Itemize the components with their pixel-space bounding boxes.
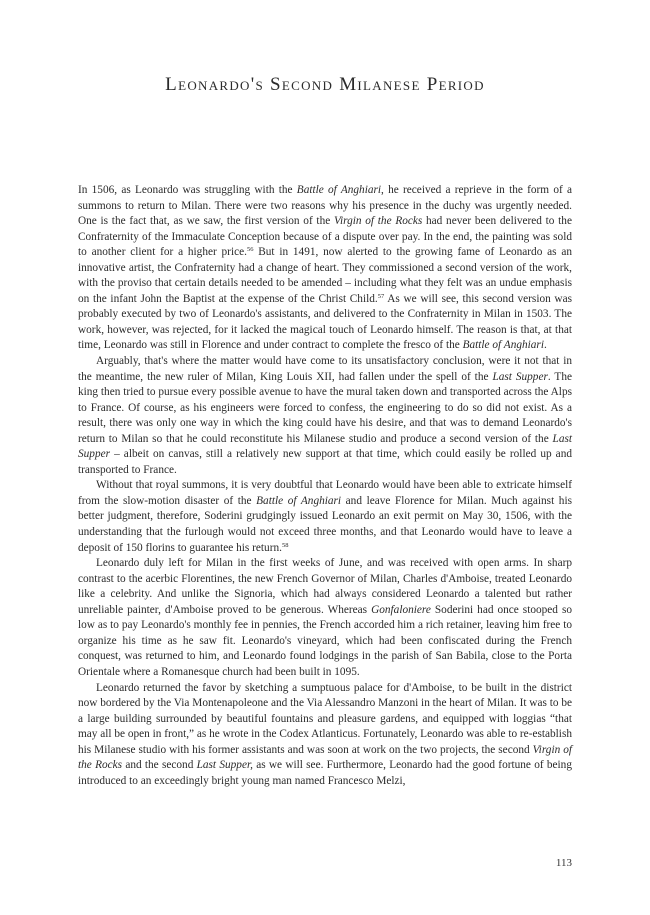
italic-title: Virgin of the Rocks	[78, 743, 572, 772]
text-run: as we will see. Furthermore, Leonardo had the good fortune of being introduced to an exceedingly bright young man named Francesco Melzi,	[78, 759, 572, 787]
italic-title: Battle of Anghiari	[462, 339, 544, 352]
text-run: Leonardo returned the favor by sketching a sumptuous palace for d'Amboise, to be built in the district now bordered by the Via Montenapoleone and the Via Alessandro Manzoni in the heart of Milan. It was to be a large building surrounded by beautiful fountains and pleasure gardens, and equipped with loggias “that may all be open in front,” as he wrote in the Codex Atlanticus. Fortunately, Leonardo was able to re-establish his Milanese studio with his former assistants and was soon at work on the two projects, the second	[78, 681, 572, 756]
paragraph-5	[78, 681, 572, 790]
italic-title: Virgin of the Rocks	[333, 215, 423, 228]
italic-title: Last Supper,	[196, 759, 253, 772]
italic-title: Last Supper	[492, 370, 548, 383]
text-run: Arguably, that's where the matter would have come to its unsatisfactory conclusion, were it not that in the meantime, the new ruler of Milan, King Louis XII, had fallen under the spell of the	[78, 355, 572, 383]
footnote-ref: 57	[377, 292, 385, 300]
page-number: 113	[555, 857, 572, 869]
italic-title: Battle of Anghiari	[296, 184, 382, 196]
text-run: , he received a reprieve in the form of a summons to return to Milan. There were two reasons why his presence in the duchy was urgently needed. One is the fact that, as we saw, the first version of the	[78, 184, 572, 228]
text-run: .	[543, 339, 547, 352]
paragraph-4	[78, 556, 572, 680]
paragraph-3	[78, 478, 572, 556]
footnote-ref: 56	[246, 246, 254, 254]
text-run: Soderini had once stooped so low as to pay Leonardo's monthly fee in pennies, the French accorded him a rich retainer, leaving him free to organize his time as he saw fit. Leonardo's vineyard, which had been confiscated during the French conquest, was returned to him, and Leonardo found lodgings in the parish of San Babila, close to the Porta Orientale where a Romanesque church had been built in 1095.	[78, 603, 572, 678]
paragraph-1	[78, 183, 572, 354]
text-run: had never been delivered to the Confraternity of the Immaculate Conception because of a dispute over pay. In the end, the painting was sold to another client for a higher price.	[78, 215, 572, 259]
text-run: Without that royal summons, it is very doubtful that Leonardo would have been able to extricate himself from the slow-motion disaster of the	[78, 479, 572, 507]
text-run: . The king then tried to pursue every possible avenue to have the mural taken down and transported across the Alps to France. Of course, as his engineers were forced to confess, the engineering to do so did not exist. As a result, there was only one way in which the king could have his desire, and that was to demand Leonardo's return to Milan so that he could reconstitute his Milanese studio and produce a second version of the	[78, 370, 572, 445]
paragraph-2	[78, 354, 572, 478]
text-run: and leave Florence for Milan. Much against his better judgment, therefore, Soderini grudgingly issued Leonardo an exit permit on May 30, 1506, with the understanding that the furlough would not exceed three months, and that Leonardo would have to leave a deposit of 150 florins to guarantee his return.	[78, 494, 572, 554]
italic-title: Battle of Anghiari	[256, 494, 342, 507]
text-run: As we will see, this second version was probably executed by two of Leonardo's assistants, and delivered to the Confraternity in Milan in 1503. The work, however, was rejected, for it lacked the magical touch of Leonardo himself. The reason is that, at that time, Leonardo was still in Florence and under contract to complete the fresco of the	[78, 292, 572, 352]
text-run: Leonardo duly left for Milan in the first weeks of June, and was received with open arms. In sharp contrast to the acerbic Florentines, the new French Governor of Milan, Charles d'Amboise, treated Leonardo like a celebrity. And unlike the Signoria, which had always considered Leonardo a talented but rather unreliable painter, d'Amboise proved to be generous. Whereas	[78, 557, 572, 616]
text-run: In 1506, as Leonardo was struggling with the	[78, 184, 297, 196]
body-text	[78, 183, 572, 789]
footnote-ref: 58	[281, 541, 289, 549]
text-run: and the second	[122, 759, 197, 772]
text-run: But in 1491, now alerted to the growing fame of Leonardo as an innovative artist, the Confraternity had a change of heart. They commissioned a second version of the work, with the proviso that certain details needed to be amended – including what they felt was an undue emphasis on the infant John the Baptist at the expense of the Christ Child.	[78, 246, 572, 305]
italic-title: Gonfaloniere	[371, 603, 431, 616]
chapter-title: Leonardo's Second Milanese Period	[165, 74, 485, 95]
text-run: – albeit on canvas, still a relatively new support at that time, which could easily be rolled up and transported to France.	[78, 448, 572, 476]
italic-title: Last Supper	[78, 432, 572, 461]
